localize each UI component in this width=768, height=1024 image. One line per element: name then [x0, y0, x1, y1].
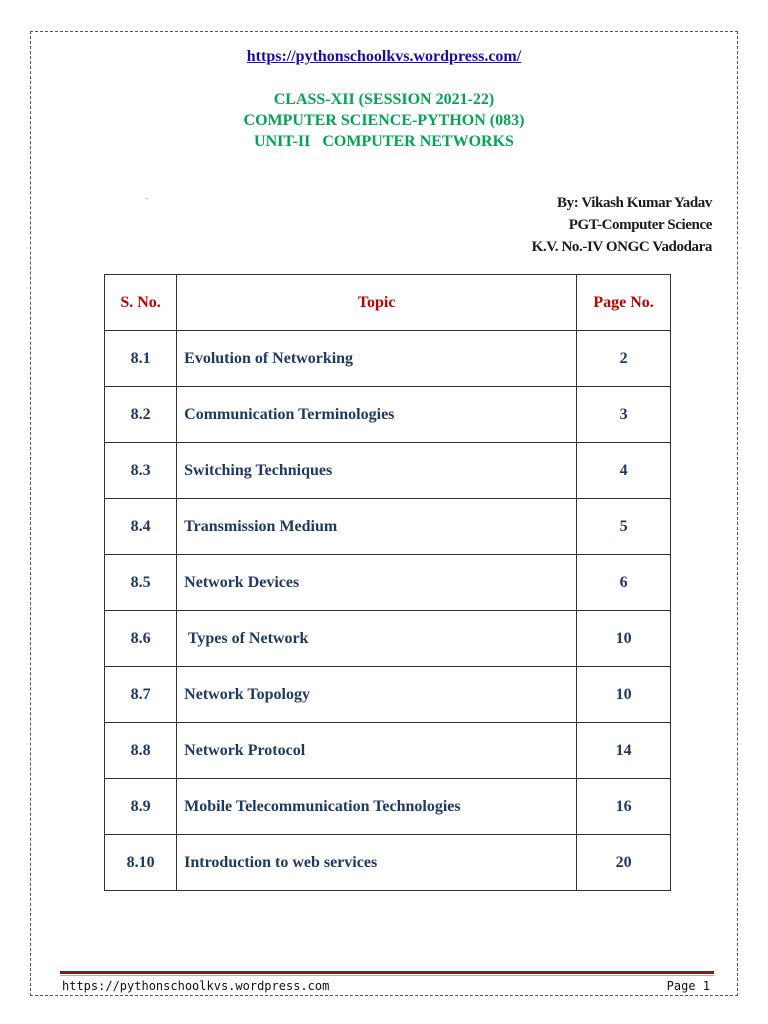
row-topic: Network Topology	[177, 667, 577, 723]
row-page: 10	[577, 611, 671, 667]
unit-line: UNIT-II COMPUTER NETWORKS	[254, 133, 514, 150]
author-position: PGT-Computer Science	[568, 217, 712, 233]
author-name: By: Vikash Kumar Yadav	[557, 195, 712, 211]
footer-rule	[60, 971, 714, 974]
row-sno: 8.3	[105, 443, 177, 499]
row-sno: 8.4	[105, 499, 177, 555]
row-page: 2	[577, 331, 671, 387]
stray-dot: .	[146, 192, 148, 201]
row-page: 16	[577, 779, 671, 835]
header-page: Page No.	[577, 275, 671, 331]
subject-line: COMPUTER SCIENCE-PYTHON (083)	[243, 112, 525, 129]
class-session-line: CLASS-XII (SESSION 2021-22)	[273, 91, 495, 108]
site-link[interactable]: https://pythonschoolkvs.wordpress.com/	[246, 48, 522, 65]
contents-table	[104, 274, 671, 891]
table-row	[105, 611, 671, 667]
row-topic: Evolution of Networking	[177, 331, 577, 387]
row-sno: 8.2	[105, 387, 177, 443]
row-page: 5	[577, 499, 671, 555]
table-row	[105, 835, 671, 891]
header-topic: Topic	[177, 275, 577, 331]
table-row	[105, 331, 671, 387]
row-topic: Transmission Medium	[177, 499, 577, 555]
row-page: 20	[577, 835, 671, 891]
table-row	[105, 779, 671, 835]
row-topic: Introduction to web services	[177, 835, 577, 891]
row-topic: Communication Terminologies	[177, 387, 577, 443]
row-topic: Switching Techniques	[177, 443, 577, 499]
row-page: 14	[577, 723, 671, 779]
footer-page-number: Page 1	[666, 979, 710, 993]
table-row	[105, 667, 671, 723]
table-row	[105, 723, 671, 779]
row-topic: Network Devices	[177, 555, 577, 611]
row-sno: 8.8	[105, 723, 177, 779]
table-row	[105, 443, 671, 499]
table-row	[105, 387, 671, 443]
row-topic: Types of Network	[177, 611, 577, 667]
row-topic: Mobile Telecommunication Technologies	[177, 779, 577, 835]
footer-url: https://pythonschoolkvs.wordpress.com	[62, 979, 330, 993]
row-page: 6	[577, 555, 671, 611]
row-sno: 8.6	[105, 611, 177, 667]
row-page: 3	[577, 387, 671, 443]
row-sno: 8.5	[105, 555, 177, 611]
table-header-row	[105, 275, 671, 331]
author-school: K.V. No.-IV ONGC Vadodara	[531, 239, 712, 255]
row-sno: 8.7	[105, 667, 177, 723]
table-row	[105, 499, 671, 555]
row-sno: 8.10	[105, 835, 177, 891]
row-page: 4	[577, 443, 671, 499]
table-row	[105, 555, 671, 611]
row-sno: 8.9	[105, 779, 177, 835]
row-sno: 8.1	[105, 331, 177, 387]
title-block	[0, 89, 768, 152]
row-page: 10	[577, 667, 671, 723]
author-block	[532, 192, 712, 258]
row-topic: Network Protocol	[177, 723, 577, 779]
footer-rule-thin	[60, 975, 714, 976]
header-sno: S. No.	[105, 275, 177, 331]
